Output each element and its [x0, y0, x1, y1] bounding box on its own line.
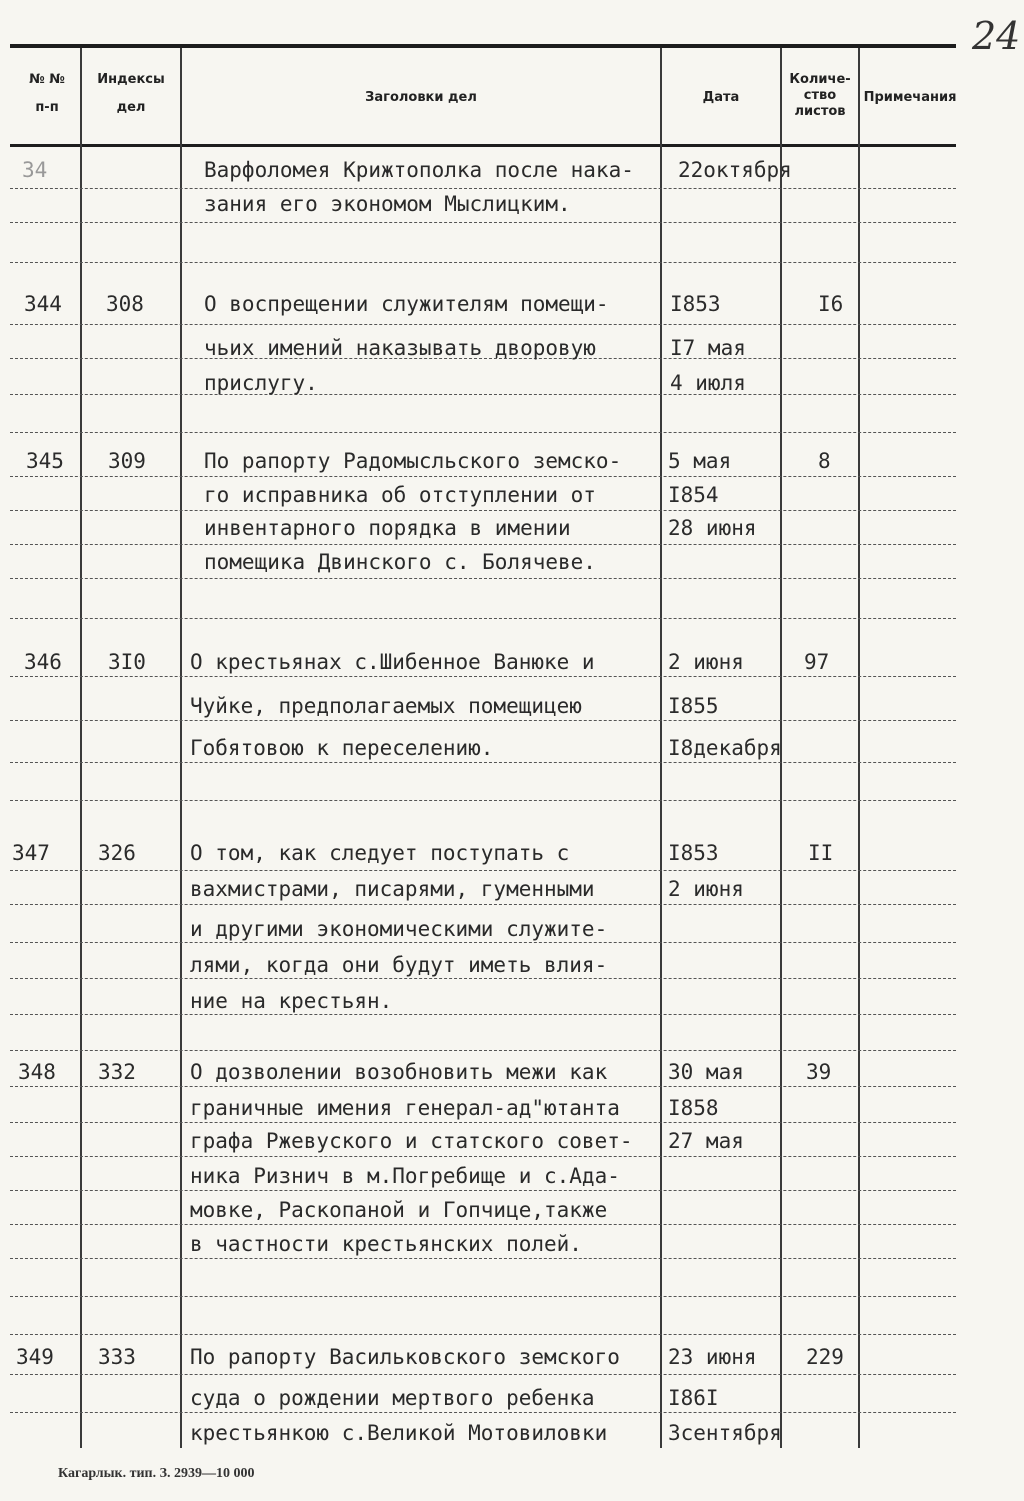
header-sheets: Количе- ство листов: [789, 72, 851, 119]
title-line: инвентарного порядка в имении: [204, 516, 571, 540]
row-index: 332: [98, 1060, 136, 1084]
date-line: 2 июня: [668, 650, 744, 674]
row-number: 347: [12, 841, 50, 865]
date-line: I853: [668, 841, 719, 865]
date-line: 30 мая: [668, 1060, 744, 1084]
table-top-border: [10, 44, 956, 48]
row-index: 309: [108, 449, 146, 473]
title-line: ние на крестьян.: [190, 989, 393, 1013]
title-line: По рапорту Радомысльского земско-: [204, 449, 622, 473]
row-index: 326: [98, 841, 136, 865]
title-line: Варфоломея Крижтополка после нака-: [204, 158, 634, 182]
row-index: 333: [98, 1345, 136, 1369]
sheet-count: 8: [818, 449, 831, 473]
date-line: 23 июня: [668, 1345, 757, 1369]
title-line: зания его экономом Мыслицким.: [204, 192, 571, 216]
sheet-count: 39: [806, 1060, 832, 1084]
date-line: I855: [668, 694, 719, 718]
sheet-count: II: [808, 841, 834, 865]
date-line: 28 июня: [668, 516, 757, 540]
column-divider: [858, 48, 860, 1448]
title-line: О том, как следует поступать с: [190, 841, 570, 865]
title-line: ника Ризнич в м.Погребище и с.Ада-: [190, 1164, 620, 1188]
sheet-count: 229: [806, 1345, 844, 1369]
row-number: 348: [18, 1060, 56, 1084]
title-line: вахмистрами, писарями, гуменными: [190, 877, 595, 901]
title-line: мовке, Раскопаной и Гопчице,также: [190, 1198, 608, 1222]
title-line: лями, когда они будут иметь влия-: [190, 953, 608, 977]
title-line: помещика Двинского с. Болячеве.: [204, 550, 596, 574]
row-rule: [10, 1334, 956, 1335]
row-rule: [10, 262, 956, 263]
row-rule: [10, 1296, 956, 1297]
title-line: Гобятовою к переселению.: [190, 736, 494, 760]
row-rule: [10, 432, 956, 433]
date-line: I854: [668, 483, 719, 507]
date-line: 3сентября: [668, 1421, 782, 1445]
row-number: 34: [22, 158, 48, 182]
title-line: граничные имения генерал-ад"ютанта: [190, 1096, 620, 1120]
column-divider: [660, 48, 662, 1448]
title-line: По рапорту Васильковского земского: [190, 1345, 620, 1369]
title-line: прислугу.: [204, 371, 318, 395]
title-line: чьих имений наказывать дворовую: [204, 336, 596, 360]
printer-imprint: Кагарлык. тип. З. 2939—10 000: [58, 1466, 255, 1481]
title-line: и другими экономическими служите-: [190, 917, 608, 941]
header-notes: Примечания: [863, 90, 957, 105]
header-index: Индексы дел: [97, 72, 165, 115]
date-line: 5 мая: [668, 449, 732, 473]
date-line: 22октября: [678, 158, 792, 182]
row-number: 344: [24, 292, 62, 316]
sheet-count: 97: [804, 650, 830, 674]
title-line: суда о рождении мертвого ребенка: [190, 1386, 595, 1410]
title-line: крестьянкою с.Великой Мотовиловки: [190, 1421, 608, 1445]
date-line: 4 июля: [670, 371, 746, 395]
header-date: Дата: [702, 90, 740, 105]
page-number: 24: [972, 14, 1021, 58]
date-line: 2 июня: [668, 877, 744, 901]
title-line: О воспрещении служителям помещи-: [204, 292, 609, 316]
date-line: I7 мая: [670, 336, 746, 360]
row-rule: [10, 394, 956, 395]
date-line: I86I: [668, 1386, 719, 1410]
date-line: 27 мая: [668, 1129, 744, 1153]
date-line: I853: [670, 292, 721, 316]
row-number: 345: [26, 449, 64, 473]
header-title: Заголовки дел: [365, 90, 477, 105]
title-line: Чуйке, предполагаемых помещицею: [190, 694, 582, 718]
title-line: О дозволении возобновить межи как: [190, 1060, 608, 1084]
row-index: 3I0: [108, 650, 146, 674]
header-bottom-border: [10, 144, 956, 147]
row-rule: [10, 800, 956, 801]
title-line: О крестьянах с.Шибенное Ванюке и: [190, 650, 595, 674]
column-divider: [80, 48, 82, 1448]
row-rule: [10, 618, 956, 619]
row-rule: [10, 222, 956, 223]
row-number: 349: [16, 1345, 54, 1369]
title-line: го исправника об отступлении от: [204, 483, 596, 507]
row-rule: [10, 324, 956, 325]
row-rule: [10, 870, 956, 871]
title-line: в частности крестьянских полей.: [190, 1232, 582, 1256]
sheet-count: I6: [818, 292, 844, 316]
row-number: 346: [24, 650, 62, 674]
row-rule: [10, 1050, 956, 1051]
row-index: 308: [106, 292, 144, 316]
date-line: I8декабря: [668, 736, 782, 760]
header-number: № № п-п: [29, 72, 65, 115]
column-divider: [180, 48, 182, 1448]
title-line: графа Ржевуского и статского совет-: [190, 1129, 633, 1153]
row-rule: [10, 1374, 956, 1375]
date-line: I858: [668, 1096, 719, 1120]
row-rule: [10, 1014, 956, 1015]
